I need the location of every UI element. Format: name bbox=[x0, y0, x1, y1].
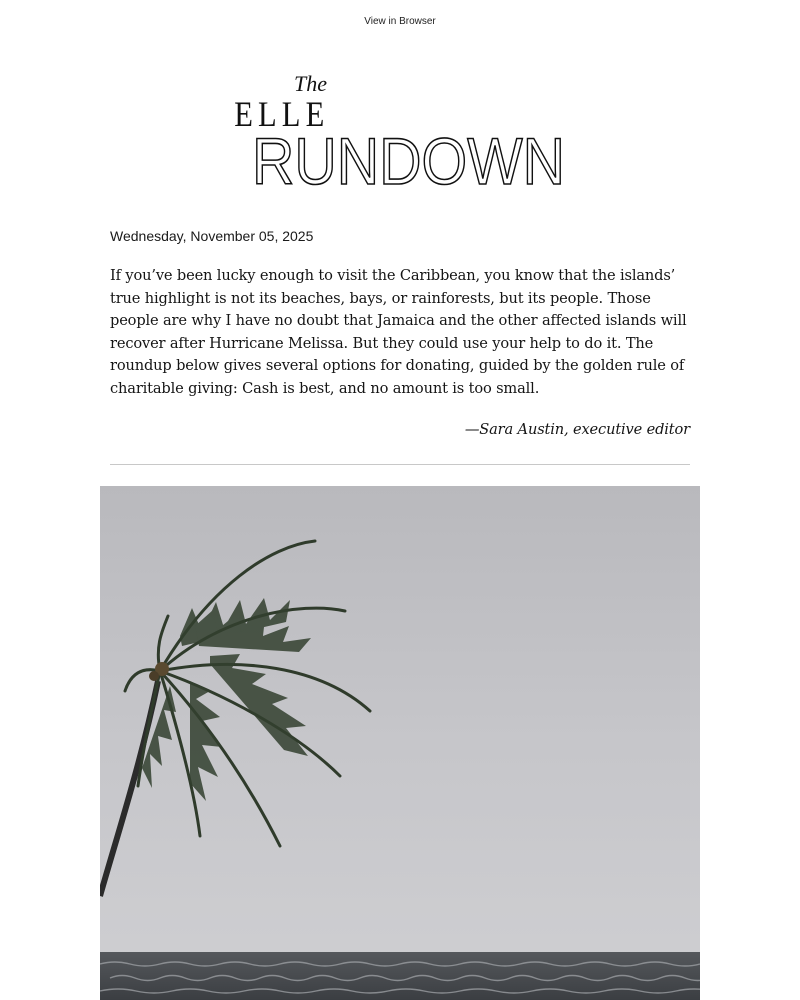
issue-date: Wednesday, November 05, 2025 bbox=[110, 228, 314, 244]
logo-rundown: RUNDOWN bbox=[252, 124, 565, 192]
hero-image-palm-tree-storm[interactable] bbox=[100, 486, 700, 1000]
editor-signoff: —Sara Austin, executive editor bbox=[464, 421, 690, 438]
view-in-browser-link[interactable]: View in Browser bbox=[364, 16, 436, 27]
section-divider bbox=[110, 464, 690, 465]
intro-paragraph: If you’ve been lucky enough to visit the Caribbean, you know that the islands’ true highlight is not its beaches, bays, or rainforests, but its people. Those people are why I have no doubt that Jamaica and the other affected islands will recover after Hurricane Melissa. But they could use your help to do it. The roundup below gives several options for donating, guided by the golden rule of charitable giving: Cash is best, and no amount is too small. bbox=[110, 267, 687, 397]
elle-rundown-logo bbox=[230, 64, 575, 192]
logo-elle: ELLE bbox=[234, 94, 330, 135]
rough-sea bbox=[100, 952, 700, 1000]
logo-the: The bbox=[294, 71, 327, 96]
